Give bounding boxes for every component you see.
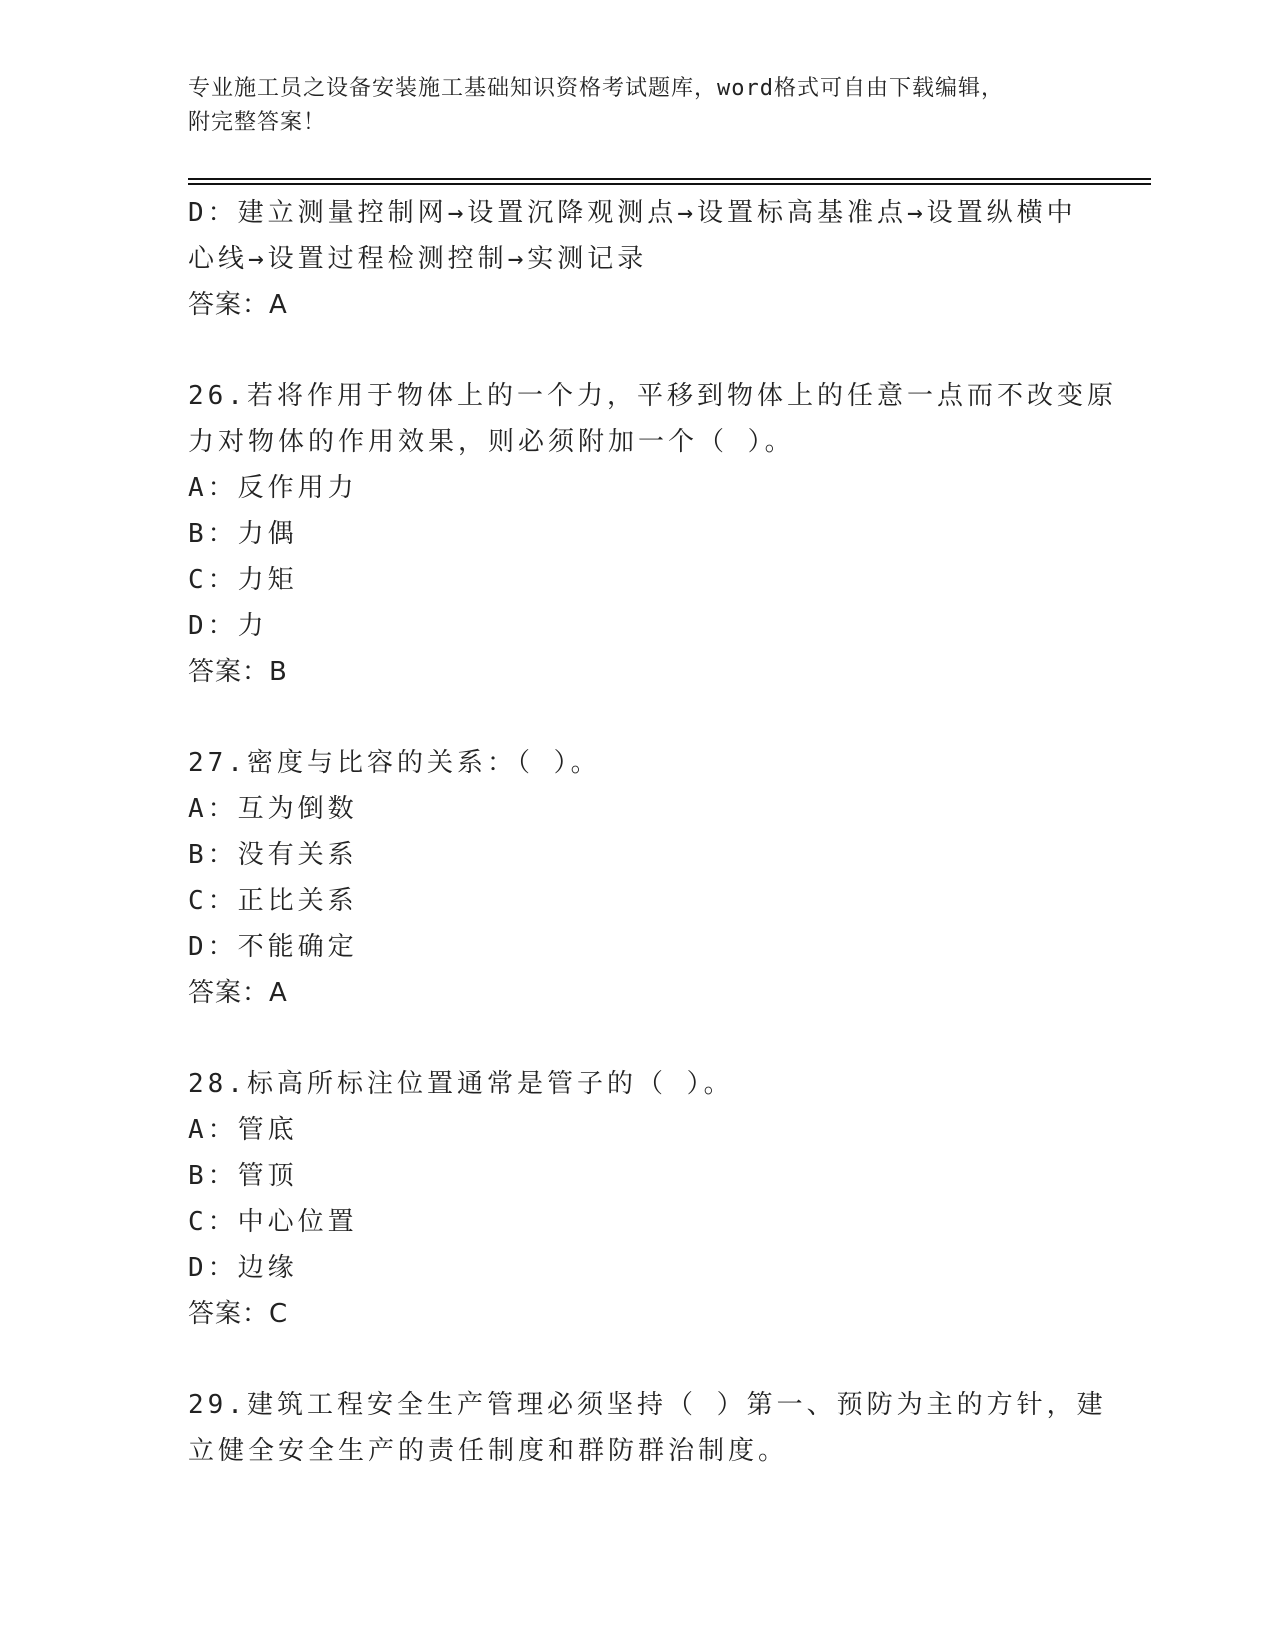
option-b: B：没有关系	[188, 840, 358, 870]
header-line-1: 专业施工员之设备安装施工基础知识资格考试题库，word格式可自由下载编辑，	[188, 76, 1004, 101]
question-25-continuation	[188, 190, 1088, 328]
option-b: B：管顶	[188, 1161, 298, 1191]
option-a: A：反作用力	[188, 473, 358, 503]
header-line-2: 附完整答案！	[188, 110, 327, 135]
answer: 答案：C	[188, 1299, 289, 1329]
spacer	[188, 1016, 1088, 1061]
option-d: D：建立测量控制网→设置沉降观测点→设置标高基准点→设置纵横中	[188, 198, 1077, 228]
header-divider-bottom	[188, 183, 1151, 185]
answer: 答案：B	[188, 657, 288, 687]
option-c: C：力矩	[188, 565, 298, 595]
question-stem: 27.密度与比容的关系：（ ）。	[188, 748, 601, 778]
answer: 答案：A	[188, 290, 288, 320]
spacer	[188, 328, 1088, 373]
question-stem-continued: 力对物体的作用效果，则必须附加一个（ ）。	[188, 427, 795, 457]
option-c: C：中心位置	[188, 1207, 358, 1237]
answer: 答案：A	[188, 978, 288, 1008]
option-a: A：互为倒数	[188, 794, 358, 824]
document-header	[188, 72, 1088, 140]
option-d: D：边缘	[188, 1253, 298, 1283]
question-stem: 28.标高所标注位置通常是管子的（ ）。	[188, 1069, 734, 1099]
header-divider-top	[188, 178, 1151, 180]
option-b: B：力偶	[188, 519, 298, 549]
question-27	[188, 740, 1088, 1016]
spacer	[188, 1337, 1088, 1382]
question-29	[188, 1382, 1107, 1474]
option-d: D：不能确定	[188, 932, 358, 962]
option-d: D：力	[188, 611, 268, 641]
spacer	[188, 695, 1088, 740]
option-a: A：管底	[188, 1115, 298, 1145]
question-list	[188, 190, 1117, 1474]
question-26	[188, 373, 1117, 695]
option-c: C：正比关系	[188, 886, 358, 916]
question-stem-continued: 立健全安全生产的责任制度和群防群治制度。	[188, 1436, 789, 1466]
question-stem: 26.若将作用于物体上的一个力，平移到物体上的任意一点而不改变原	[188, 381, 1117, 411]
question-stem: 29.建筑工程安全生产管理必须坚持（ ）第一、预防为主的方针，建	[188, 1390, 1107, 1420]
option-d-continued: 心线→设置过程检测控制→实测记录	[188, 244, 648, 274]
question-28	[188, 1061, 1088, 1337]
